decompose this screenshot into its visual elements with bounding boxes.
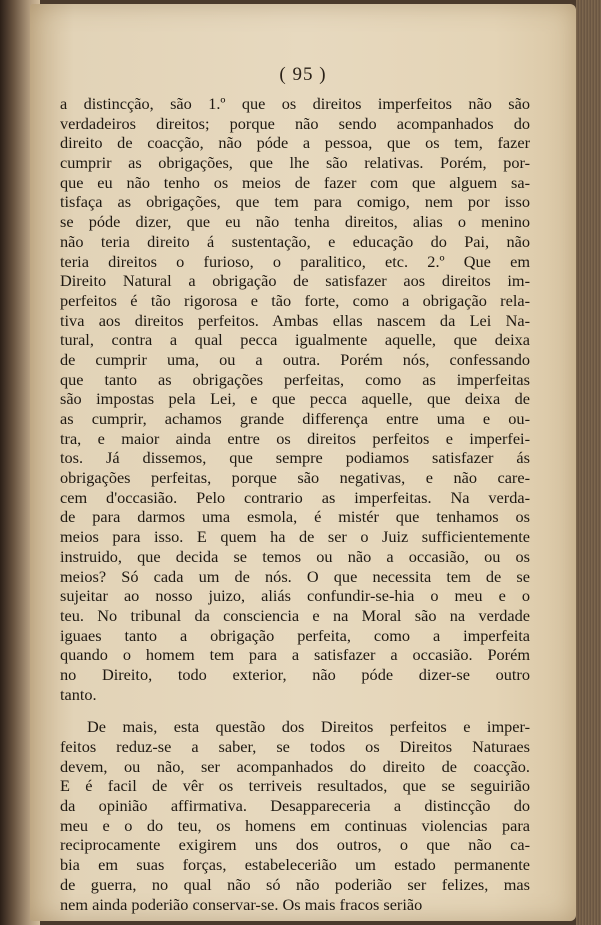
text-line: de guerra, no qual não só não poderião ser felizes, mas — [60, 874, 530, 894]
text-line: quando o homem tem para a satisfazer a occasião. Porém — [60, 645, 530, 665]
text-line: são impostas pela Lei, e que pecca aquelle, que deixa de — [60, 389, 530, 409]
text-line: iguaes tanto a obrigação perfeita, como a imperfeita — [60, 625, 530, 645]
text-line: reciprocamente exigirem uns dos outros, o que não ca- — [60, 835, 530, 855]
text-line: sujeitar ao nosso juizo, aliás confundir-se-hia o meu e o — [60, 586, 530, 606]
text-line: feitos reduz-se a saber, se todos os Direitos Naturaes — [60, 737, 530, 756]
text-line: a distincção, são 1.º que os direitos imperfeitos não são — [60, 94, 530, 113]
text-line: bia em suas forças, estabelecerião um estado permanente — [60, 855, 530, 875]
text-line: que tanto as obrigações perfeitas, como as imperfeitas — [60, 369, 530, 389]
text-line: perfeitos é tão rigorosa e tão forte, como a obrigação rela- — [60, 290, 530, 310]
paragraph — [60, 94, 530, 704]
text-line: teria direitos o furioso, o paralitico, etc. 2.º Que em — [60, 251, 530, 271]
text-line: de cumprir uma, ou a outra. Porém nós, confessando — [60, 349, 530, 369]
text-line: tos. Já dissemos, que sempre podiamos satisfazer ás — [60, 448, 530, 468]
text-line: tanto. — [60, 684, 97, 704]
text-line: teu. No tribunal da consciencia e na Moral são na verdade — [60, 605, 530, 625]
text-line: no Direito, todo exterior, não póde dizer-se outro — [60, 664, 530, 684]
text-line: tisfaça as obrigações, que tem para comigo, nem por isso — [60, 192, 530, 212]
text-line: meios para isso. E quem ha de ser o Juiz sufficientemente — [60, 527, 530, 547]
page-fore-edge — [576, 0, 601, 925]
text-line: De mais, esta questão dos Direitos perfeitos e imper- — [87, 717, 530, 737]
text-line: que eu não tenho os meios de fazer com que alguem sa- — [60, 172, 530, 192]
text-line: obrigações perfeitas, porque são negativas, e não care- — [60, 468, 530, 488]
page-number: ( 95 ) — [279, 64, 327, 85]
text-line: meios? Só cada um de nós. O que necessita tem de se — [60, 566, 530, 586]
paragraph-gap — [60, 704, 530, 717]
text-line: Direito Natural a obrigação de satisfazer aos direitos im- — [60, 271, 530, 291]
text-line: verdadeiros direitos; porque não sendo acompanhados do — [60, 113, 530, 133]
text-line: não teria direito á sustentação, e educação do Pai, não — [60, 231, 530, 251]
book-page — [30, 4, 576, 921]
text-line: de para darmos uma esmola, é mistér que tenhamos os — [60, 507, 530, 527]
text-line: tiva aos direitos perfeitos. Ambas ellas nascem da Lei Na- — [60, 310, 530, 330]
text-line: as cumprir, achamos grande differença entre uma e ou- — [60, 409, 530, 428]
body-text — [60, 94, 530, 914]
text-line: meu e o do teu, os homens em continuas violencias para — [60, 815, 530, 835]
text-line: se póde dizer, que eu não tenha direitos, alias o menino — [60, 212, 530, 232]
text-line: nem ainda poderião conservar-se. Os mais fracos serião — [60, 894, 423, 914]
text-line: da opinião affirmativa. Desappareceria a distincção do — [60, 796, 530, 816]
text-line: instruido, que decida se temos ou não a occasião, ou os — [60, 546, 530, 566]
text-line: cem d'occasião. Pelo contrario as imperfeitas. Na verda- — [60, 487, 530, 507]
text-line: cumprir as obrigações, que lhe são relativas. Porém, por- — [60, 153, 530, 173]
text-line: E é facil de vêr os terriveis resultados, que se seguirião — [60, 776, 530, 796]
text-line: tural, contra a qual pecca igualmente aquelle, que deixa — [60, 330, 530, 350]
text-line: tra, e maior ainda entre os direitos perfeitos e imperfei- — [60, 428, 530, 448]
text-line: devem, ou não, ser acompanhados do direito de coacção. — [60, 756, 530, 776]
text-line: direito de coacção, não póde a pessoa, que os tem, fazer — [60, 133, 530, 153]
paragraph — [60, 717, 530, 914]
